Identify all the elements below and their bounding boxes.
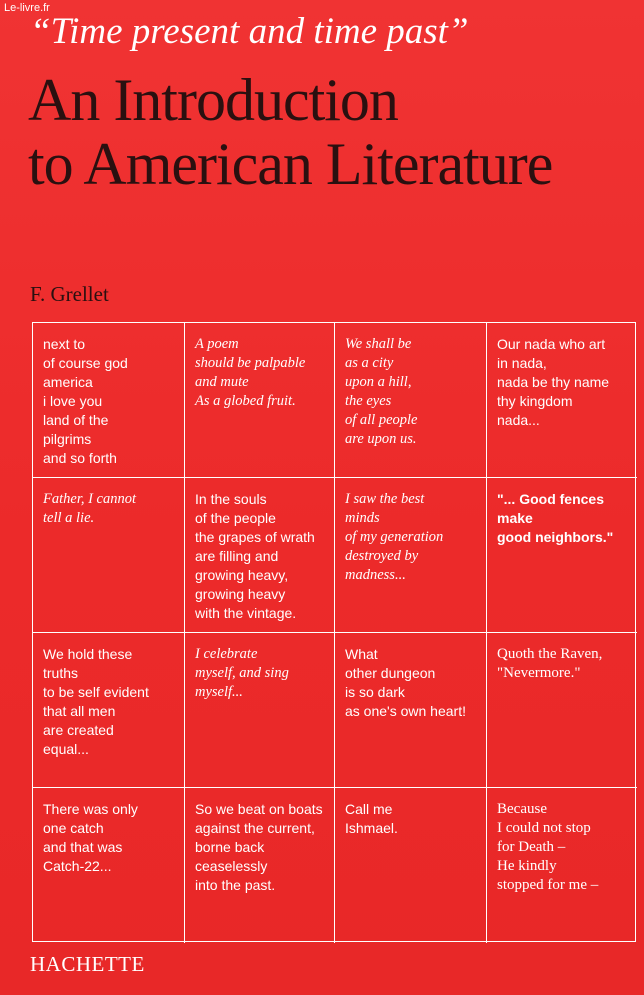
quote-line: stopped for me – (497, 877, 599, 893)
quote-cell (185, 788, 335, 943)
quote-line: into the past. (195, 877, 276, 893)
quote-cell (487, 478, 637, 633)
cover-subtitle: “Time present and time past” (30, 11, 469, 52)
quote-line: good neighbors." (497, 529, 614, 545)
quote-line: as one's own heart! (345, 703, 466, 719)
quote-line: A poem (195, 336, 239, 352)
quote-line: I could not stop (497, 820, 591, 836)
quote-line: growing heavy, (195, 567, 289, 583)
quote-line: in nada, (497, 355, 547, 371)
quote-grid (32, 322, 636, 942)
quote-line: We hold these (43, 646, 133, 662)
quote-cell (335, 633, 487, 788)
quote-line: the grapes of wrath (195, 529, 315, 545)
quote-line: tell a lie. (43, 510, 95, 526)
quote-line: are filling and (195, 548, 279, 564)
quote-line: thy kingdom (497, 393, 573, 409)
quote-line: of the people (195, 510, 276, 526)
quote-line: Father, I cannot (43, 491, 137, 507)
quote-line: pilgrims (43, 431, 92, 447)
cover-title-line-1: An Introduction (28, 67, 398, 133)
quote-line: In the souls (195, 491, 267, 507)
quote-cell (185, 633, 335, 788)
quote-line: "... Good fences (497, 491, 604, 507)
quote-line: destroyed by (345, 548, 419, 564)
quote-cell (487, 788, 637, 943)
quote-cell (33, 323, 185, 478)
quote-line: other dungeon (345, 665, 436, 681)
quote-cell (33, 633, 185, 788)
quote-cell (185, 478, 335, 633)
quote-line: of all people (345, 412, 418, 428)
quote-line: I celebrate (195, 646, 258, 662)
quote-line: So we beat on boats (195, 801, 323, 817)
quote-line: borne back (195, 839, 265, 855)
quote-line: I saw the best (345, 491, 425, 507)
quote-line: nada be thy name (497, 374, 610, 390)
quote-line: truths (43, 665, 79, 681)
cover-title-line-2: to American Literature (28, 131, 553, 197)
quote-cell (335, 323, 487, 478)
quote-line: america (43, 374, 93, 390)
quote-line: are created (43, 722, 114, 738)
quote-line: minds (345, 510, 380, 526)
quote-line: growing heavy (195, 586, 286, 602)
quote-line: ceaselessly (195, 858, 268, 874)
quote-line: myself, and sing (195, 665, 289, 681)
quote-line: for Death – (497, 839, 566, 855)
publisher-logo: HACHETTE (30, 952, 145, 976)
quote-line: that all men (43, 703, 116, 719)
quote-line: the eyes (345, 393, 392, 409)
quote-line: Catch-22... (43, 858, 112, 874)
quote-line: Ishmael. (345, 820, 398, 836)
quote-cell (185, 323, 335, 478)
quote-cell (487, 323, 637, 478)
quote-cell (487, 633, 637, 788)
quote-line: and that was (43, 839, 123, 855)
quote-line: nada... (497, 412, 540, 428)
cover-author: F. Grellet (30, 282, 109, 306)
quote-line: We shall be (345, 336, 412, 352)
watermark-label: Le-livre.fr (4, 2, 50, 14)
quote-line: upon a hill, (345, 374, 412, 390)
quote-line: of course god (43, 355, 128, 371)
quote-line: next to (43, 336, 86, 352)
quote-line: is so dark (345, 684, 405, 700)
quote-line: Quoth the Raven, (497, 646, 603, 662)
quote-cell (335, 478, 487, 633)
quote-line: make (497, 510, 533, 526)
quote-line: Call me (345, 801, 393, 817)
quote-line: and mute (195, 374, 249, 390)
quote-line: Our nada who art (497, 336, 606, 352)
quote-line: "Nevermore." (497, 665, 581, 681)
quote-line: What (345, 646, 378, 662)
quote-cell (335, 788, 487, 943)
quote-line: of my generation (345, 529, 444, 545)
quote-line: i love you (43, 393, 103, 409)
quote-line: should be palpable (195, 355, 306, 371)
quote-line: land of the (43, 412, 109, 428)
quote-cell (33, 478, 185, 633)
quote-line: Because (497, 801, 547, 817)
quote-line: as a city (345, 355, 394, 371)
quote-cell (33, 788, 185, 943)
quote-line: As a globed fruit. (195, 393, 296, 409)
quote-line: and so forth (43, 450, 117, 466)
cover-title (28, 68, 640, 196)
quote-line: with the vintage. (195, 605, 297, 621)
quote-line: There was only (43, 801, 138, 817)
quote-line: are upon us. (345, 431, 417, 447)
quote-line: He kindly (497, 858, 557, 874)
quote-line: madness... (345, 567, 406, 583)
quote-line: against the current, (195, 820, 315, 836)
quote-line: equal... (43, 741, 89, 757)
quote-line: to be self evident (43, 684, 149, 700)
quote-line: myself... (195, 684, 243, 700)
quote-line: one catch (43, 820, 104, 836)
